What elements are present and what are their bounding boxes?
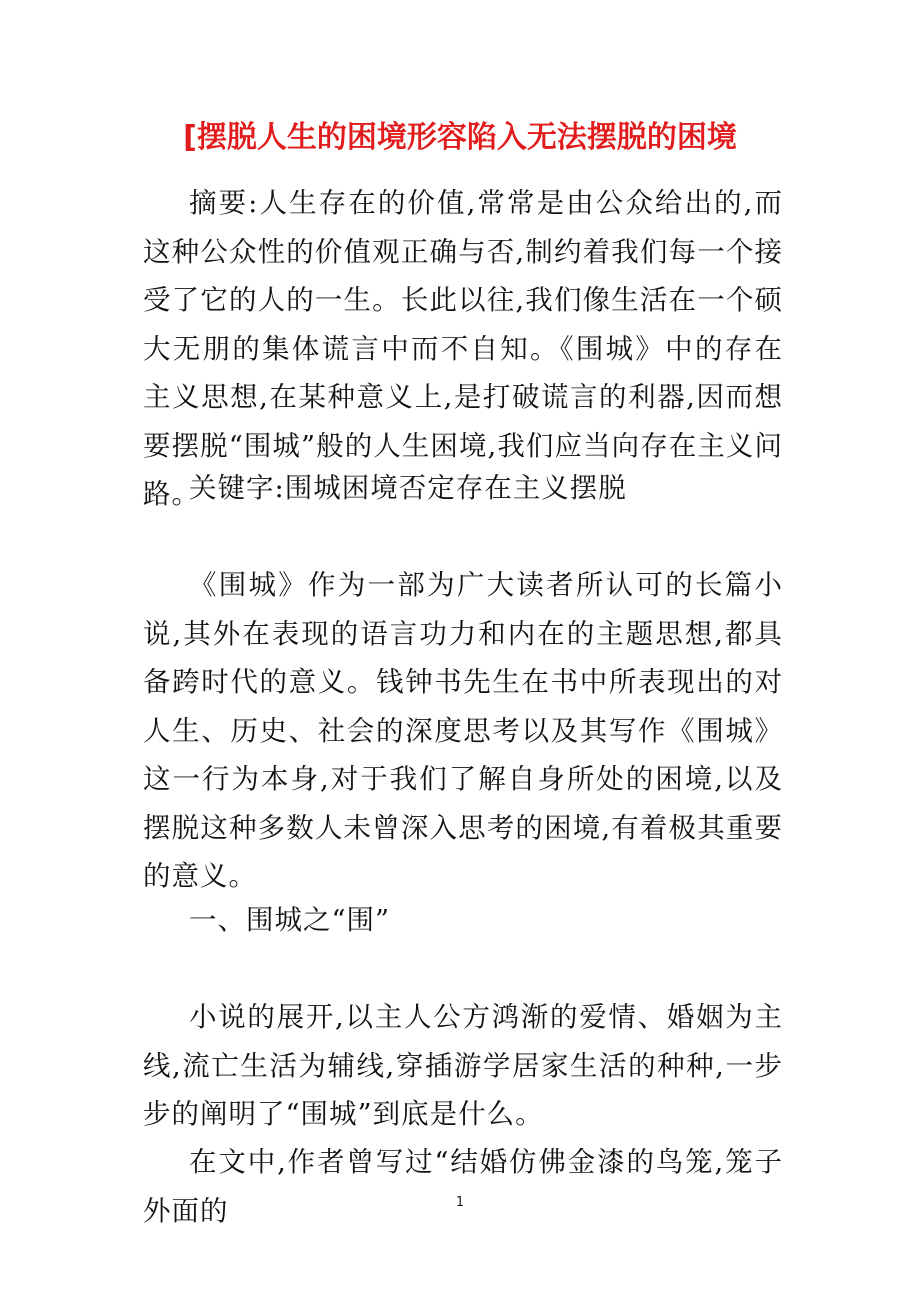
body-paragraph-quote: 在文中,作者曾写过“结婚仿佛金漆的鸟笼,笼子外面的 — [143, 1146, 783, 1227]
keywords-line: 关键字:围城困境否定存在主义摆脱 — [189, 472, 627, 504]
section-heading: 一、围城之“围” — [189, 904, 391, 936]
intro-paragraph: 《围城》作为一部为广大读者所认可的长篇小说,其外在表现的语言功力和内在的主题思想,都具备跨时代的意义。钱钟书先生在书中所表现出的对人生、历史、社会的深度思考以及其写作《围城》这一行为本身,对于我们了解自身所处的困境,以及摆脱这种多数人未曾深入思考的困境,有着极其重要的意义。 — [143, 569, 783, 892]
abstract-paragraph: 摘要:人生存在的价值,常常是由公众给出的,而这种公众性的价值观正确与否,制约着我们每一个接受了它的人的一生。长此以往,我们像生活在一个硕大无朋的集体谎言中而不自知。《围城》中的存在主义思想,在某种意义上,是打破谎言的利器,因而想要摆脱“围城”般的人生困境,我们应当向存在主义问路。 — [143, 187, 783, 510]
page-title: [摆脱人生的困境形容陷入无法摆脱的困境 — [183, 120, 737, 155]
body-paragraph-plot: 小说的展开,以主人公方鸿渐的爱情、婚姻为主线,流亡生活为辅线,穿插游学居家生活的种种,一步步的阐明了“围城”到底是什么。 — [143, 1001, 783, 1130]
page-number: 1 — [455, 1195, 465, 1210]
